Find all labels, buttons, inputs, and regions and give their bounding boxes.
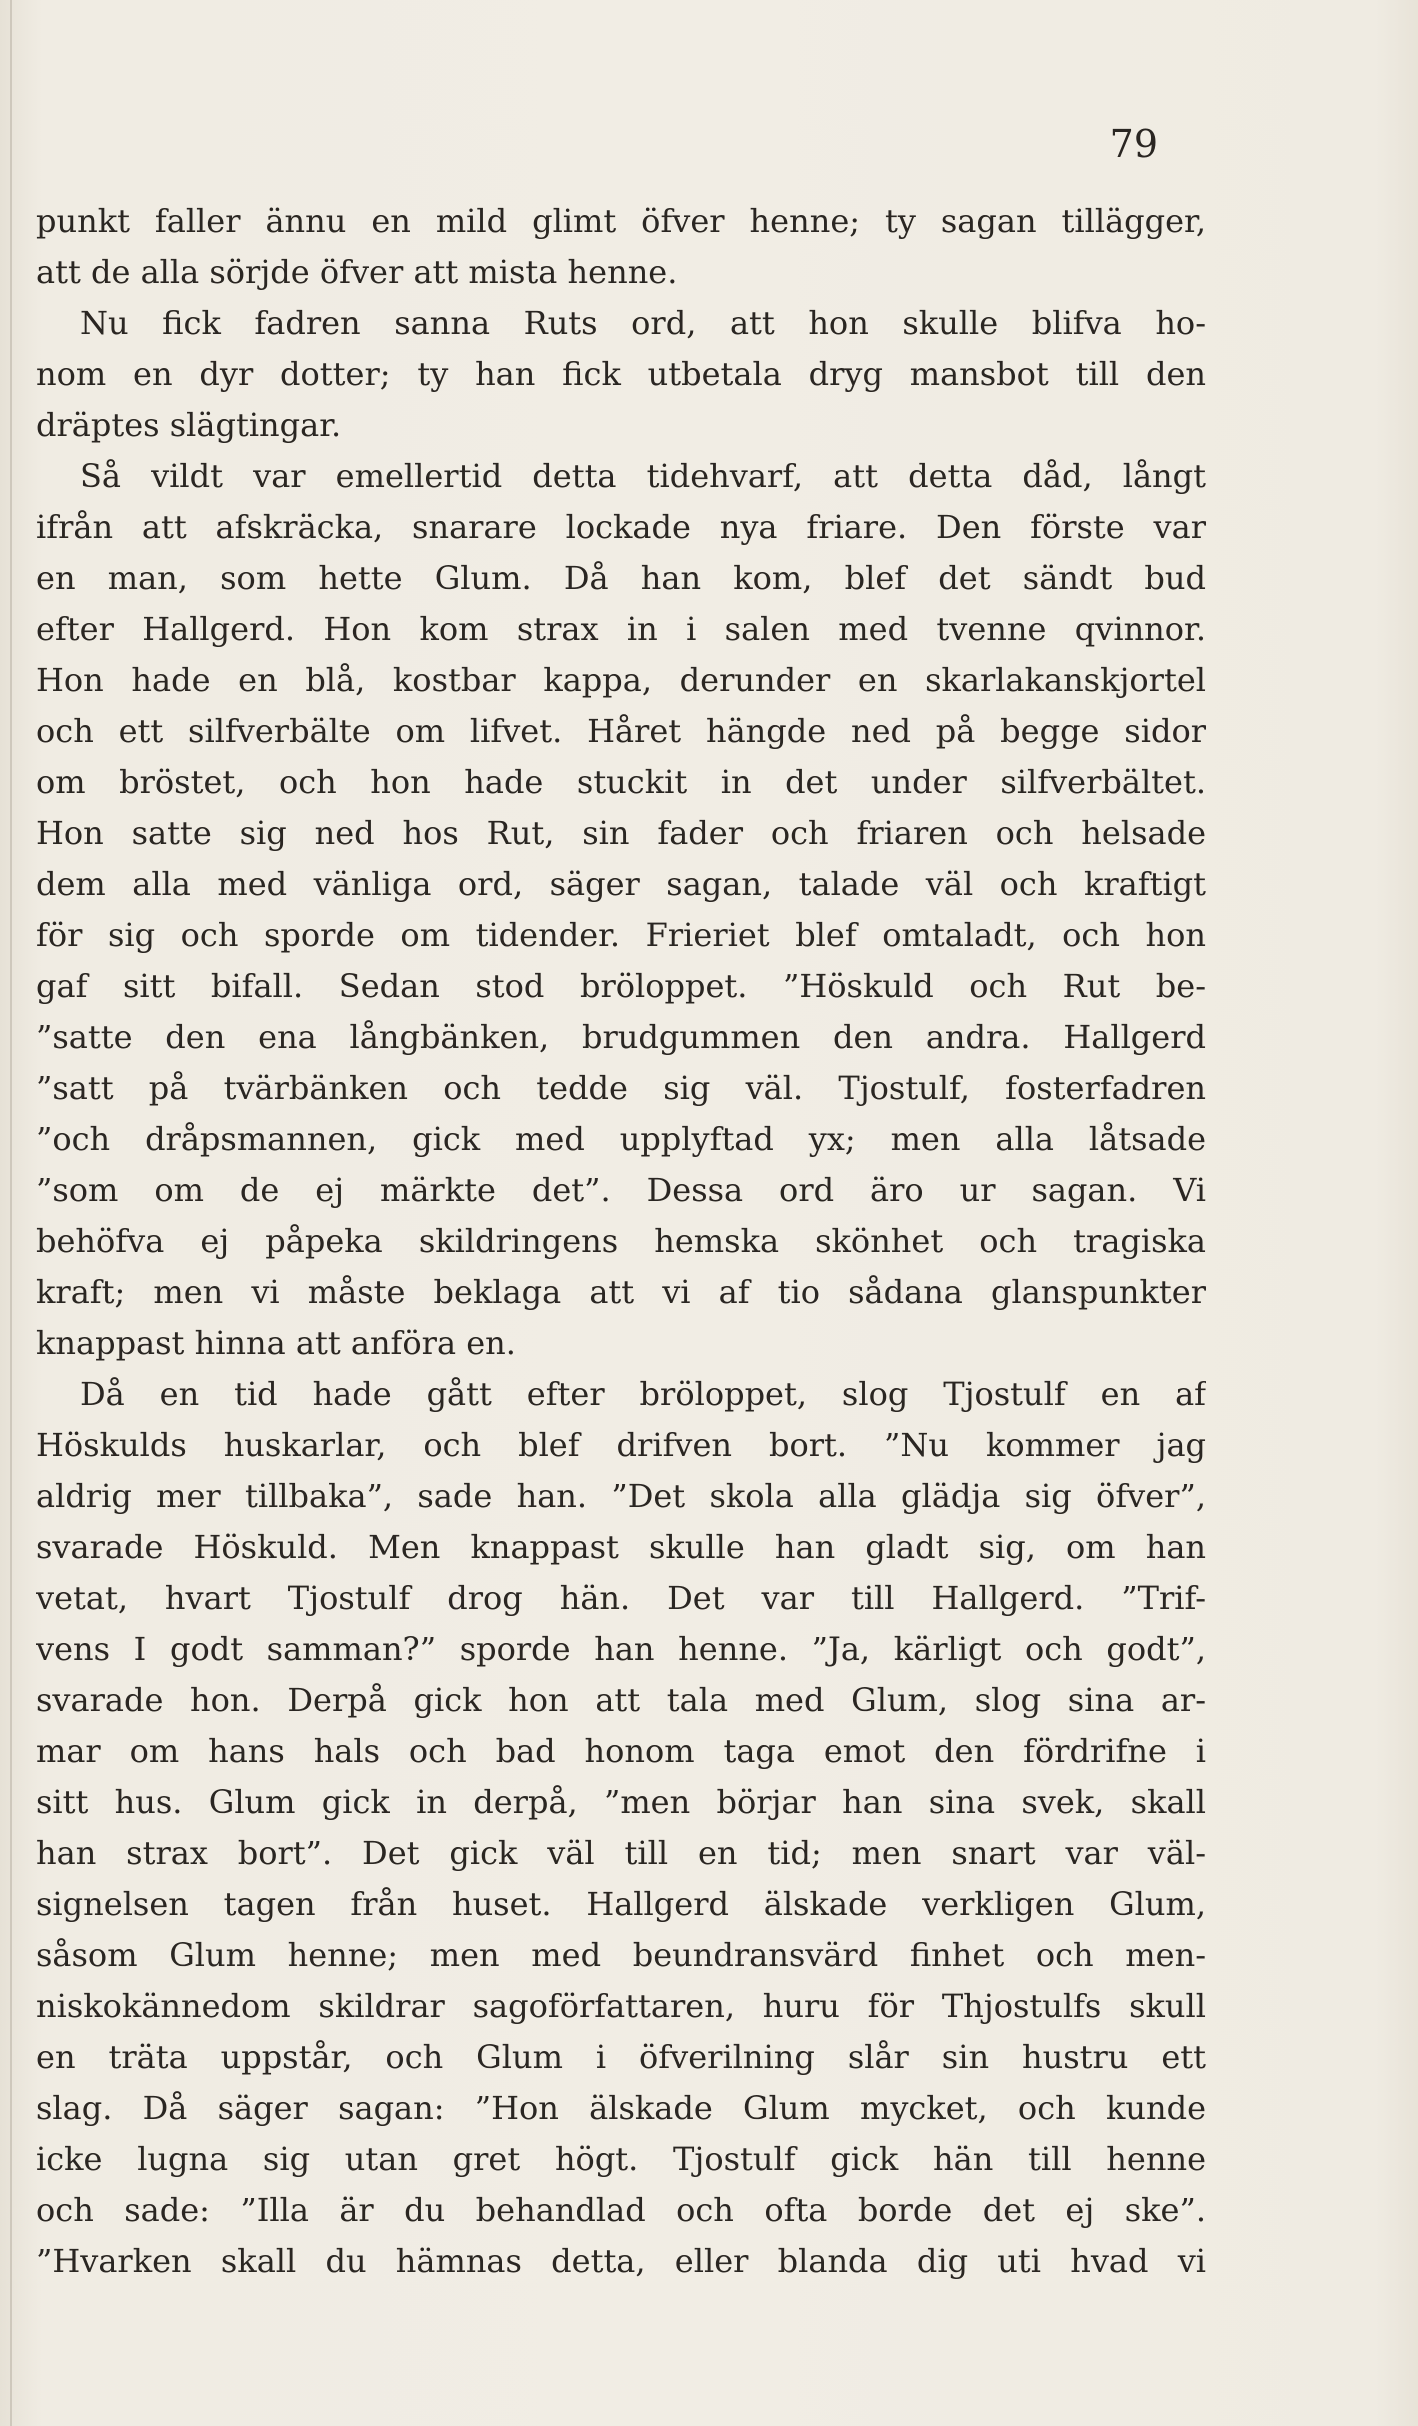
text-line: Hon hade en blå, kostbar kappa, derunder en skarlakanskjortel — [36, 661, 1206, 699]
text-line: att de alla sörjde öfver att mista henne. — [36, 253, 678, 291]
text-line: vens I godt samman?” sporde han henne. ”Ja, kärligt och godt”, — [36, 1630, 1206, 1668]
text-line: nom en dyr dotter; ty han fick utbetala dryg mansbot till den — [36, 355, 1206, 393]
body-text — [36, 196, 1206, 2287]
text-line: signelsen tagen från huset. Hallgerd älskade verkligen Glum, — [36, 1885, 1206, 1923]
text-line: ”som om de ej märkte det”. Dessa ord äro ur sagan. Vi — [36, 1171, 1206, 1209]
text-line: om bröstet, och hon hade stuckit in det under silfverbältet. — [36, 763, 1206, 801]
text-line: svarade hon. Derpå gick hon att tala med Glum, slog sina ar- — [36, 1681, 1206, 1719]
text-line: en träta uppstår, och Glum i öfverilning slår sin hustru ett — [36, 2038, 1206, 2076]
text-line: såsom Glum henne; men med beundransvärd finhet och men- — [36, 1936, 1206, 1974]
text-line: efter Hallgerd. Hon kom strax in i salen med tvenne qvinnor. — [36, 610, 1206, 648]
text-line: ”och dråpsmannen, gick med upplyftad yx; men alla låtsade — [36, 1120, 1206, 1158]
text-line: svarade Höskuld. Men knappast skulle han gladt sig, om han — [36, 1528, 1206, 1566]
text-line: Då en tid hade gått efter bröloppet, slog Tjostulf en af — [80, 1375, 1206, 1413]
text-line: sitt hus. Glum gick in derpå, ”men börjar han sina svek, skall — [36, 1783, 1206, 1821]
text-line: niskokännedom skildrar sagoförfattaren, huru för Thjostulfs skull — [36, 1987, 1206, 2025]
text-line: dräptes slägtingar. — [36, 406, 342, 444]
text-line: gaf sitt bifall. Sedan stod bröloppet. ”Höskuld och Rut be- — [36, 967, 1206, 1005]
text-line: han strax bort”. Det gick väl till en tid; men snart var väl- — [36, 1834, 1206, 1872]
text-line: icke lugna sig utan gret högt. Tjostulf gick hän till henne — [36, 2140, 1206, 2178]
text-line: mar om hans hals och bad honom taga emot den fördrifne i — [36, 1732, 1206, 1770]
text-line: knappast hinna att anföra en. — [36, 1324, 516, 1362]
text-line: och ett silfverbälte om lifvet. Håret hängde ned på begge sidor — [36, 712, 1206, 750]
text-line: kraft; men vi måste beklaga att vi af tio sådana glanspunkter — [36, 1273, 1206, 1311]
text-line: Nu fick fadren sanna Ruts ord, att hon skulle blifva ho- — [80, 304, 1206, 342]
text-line: ”Hvarken skall du hämnas detta, eller blanda dig uti hvad vi — [36, 2242, 1206, 2280]
text-line: ”satt på tvärbänken och tedde sig väl. Tjostulf, fosterfadren — [36, 1069, 1206, 1107]
text-line: dem alla med vänliga ord, säger sagan, talade väl och kraftigt — [36, 865, 1206, 903]
text-line: Så vildt var emellertid detta tidehvarf, att detta dåd, långt — [80, 457, 1206, 495]
text-line: aldrig mer tillbaka”, sade han. ”Det skola alla glädja sig öfver”, — [36, 1477, 1206, 1515]
text-line: vetat, hvart Tjostulf drog hän. Det var till Hallgerd. ”Trif- — [36, 1579, 1206, 1617]
text-line: ”satte den ena långbänken, brudgummen den andra. Hallgerd — [36, 1018, 1206, 1056]
page-number: 79 — [1109, 122, 1158, 166]
text-line: Hon satte sig ned hos Rut, sin fader och friaren och helsade — [36, 814, 1206, 852]
text-line: en man, som hette Glum. Då han kom, blef det sändt bud — [36, 559, 1206, 597]
page-edge — [10, 0, 12, 2426]
text-line: behöfva ej påpeka skildringens hemska skönhet och tragiska — [36, 1222, 1206, 1260]
text-line: för sig och sporde om tidender. Frieriet blef omtaladt, och hon — [36, 916, 1206, 954]
text-line: ifrån att afskräcka, snarare lockade nya friare. Den förste var — [36, 508, 1206, 546]
text-line: slag. Då säger sagan: ”Hon älskade Glum mycket, och kunde — [36, 2089, 1206, 2127]
text-line: Höskulds huskarlar, och blef drifven bort. ”Nu kommer jag — [36, 1426, 1206, 1464]
text-line: och sade: ”Illa är du behandlad och ofta borde det ej ske”. — [36, 2191, 1206, 2229]
text-line: punkt faller ännu en mild glimt öfver henne; ty sagan tillägger, — [36, 202, 1206, 240]
